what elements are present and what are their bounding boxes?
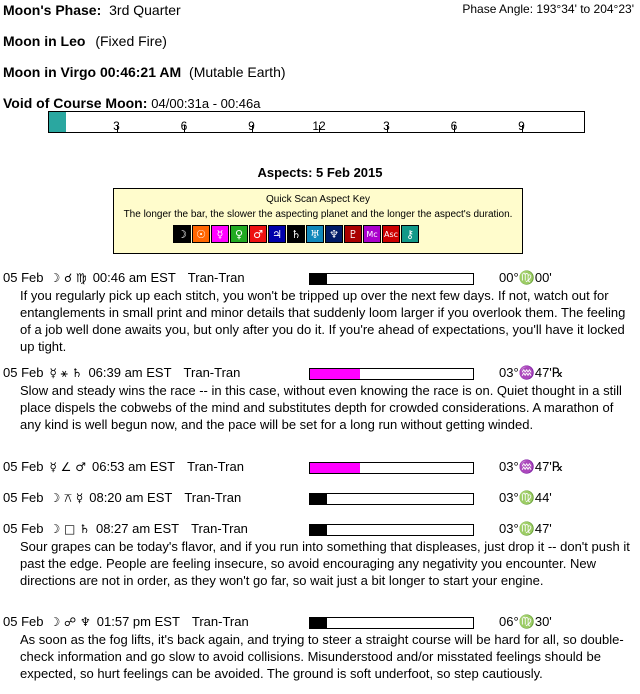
aspect-date: 05 Feb: [3, 270, 44, 285]
aspect-key-swatch: ♇: [344, 225, 362, 243]
aspect-date: 05 Feb: [3, 521, 44, 536]
aspect-duration-bar: [309, 273, 474, 285]
aspect-date: 05 Feb: [3, 490, 44, 505]
aspect-row: [3, 459, 244, 474]
aspect-position: 06°♍30': [499, 614, 552, 629]
aspect-time: 08:27 am EST: [95, 521, 180, 536]
aspect-key: [113, 188, 523, 254]
moon-phase-label: Moon's Phase:: [3, 2, 102, 18]
aspect-duration-bar: [309, 368, 474, 380]
aspect-type: Tran-Tran: [191, 614, 249, 629]
voc-tick-label: 9: [248, 119, 255, 133]
aspect-position: 03°♍47': [499, 521, 552, 536]
aspect-symbols: ☽ ☌ ♍: [49, 271, 87, 285]
aspect-key-swatch: ♂: [249, 225, 267, 243]
void-of-course: [3, 95, 260, 111]
aspect-date: 05 Feb: [3, 614, 44, 629]
aspect-key-swatches: [173, 225, 420, 243]
aspect-date: 05 Feb: [3, 365, 44, 380]
aspect-key-swatch: ⚷: [401, 225, 419, 243]
aspect-symbols: ☽ ☍ ♆: [49, 615, 91, 629]
aspect-key-swatch: ☉: [192, 225, 210, 243]
aspect-duration-fill: [310, 463, 360, 473]
voc-label: Void of Course Moon:: [3, 95, 148, 111]
aspect-key-swatch: ♃: [268, 225, 286, 243]
aspect-key-swatch: ☽: [173, 225, 191, 243]
moon-sign-2: [3, 64, 286, 80]
aspect-row: [3, 521, 248, 536]
aspect-key-swatch: ♄: [287, 225, 305, 243]
aspect-duration-bar: [309, 617, 474, 629]
aspect-type: Tran-Tran: [187, 459, 244, 474]
aspect-key-description: The longer the bar, the slower the aspecting planet and the longer the aspect's duration.: [123, 209, 513, 220]
aspect-row: [3, 490, 241, 506]
aspect-key-swatch: ☿: [211, 225, 229, 243]
aspect-time: 01:57 pm EST: [96, 614, 180, 629]
aspect-duration-fill: [310, 525, 327, 535]
aspect-type: Tran-Tran: [187, 270, 245, 285]
moon-phase: [3, 2, 181, 18]
moon-sign-2-value: (Mutable Earth): [189, 64, 286, 80]
aspect-interpretation: If you regularly pick up each stitch, you won't be tripped up over the next few days. If not, watch out for entanglements in small print and minor details that suddenly loom larger if you overlook them. The feeling of a job well done awaits you, but only after you do it. If you're ahead of expectations, you'll have it locked up tight.: [20, 288, 626, 354]
aspects-title: Aspects: 5 Feb 2015: [257, 165, 383, 180]
aspect-position: 03°♍44': [499, 490, 552, 505]
aspect-position: 03°♒47'℞: [499, 459, 564, 474]
voc-tick-label: 3: [383, 119, 390, 133]
aspect-key-swatch: Mc: [363, 225, 381, 243]
aspect-symbols: ☽ ⚻ ☿: [49, 491, 84, 505]
aspect-key-swatch: Asc: [382, 225, 400, 243]
aspect-duration-fill: [310, 369, 360, 379]
voc-tick-label: 6: [180, 119, 188, 133]
aspect-interpretation: As soon as the fog lifts, it's back again, and trying to steer a straight course will be hard for all, so double-check information and go slow to avoid collisions. Misunderstood and/or misstated feelings should be expected, so hurt feelings can be avoided. The ground is soft underfoot, so step cautiously.: [20, 632, 624, 681]
aspect-symbols: ☿ ⚹ ♄: [49, 366, 83, 380]
aspect-key-swatch: ♀: [230, 225, 248, 243]
moon-sign-1-label: Moon in Leo: [3, 33, 86, 49]
aspect-duration-fill: [310, 618, 327, 628]
moon-sign-1: [3, 33, 167, 49]
aspect-duration-bar: [309, 524, 474, 536]
aspect-type: Tran-Tran: [191, 521, 248, 536]
aspect-time: 06:53 am EST: [92, 459, 176, 474]
voc-value: 04/00:31a - 00:46a: [151, 96, 261, 111]
aspect-type: Tran-Tran: [183, 365, 241, 380]
voc-tick-label: 6: [450, 119, 458, 133]
aspect-time: 08:20 am EST: [89, 490, 173, 505]
aspect-duration-bar: [309, 462, 474, 474]
voc-fill: [49, 112, 66, 132]
aspect-duration-fill: [310, 274, 327, 284]
aspect-row: [3, 614, 249, 629]
aspect-symbols: ☽ □ ♄: [49, 522, 90, 536]
aspect-type: Tran-Tran: [184, 490, 242, 505]
aspect-duration-fill: [310, 494, 327, 504]
aspect-position: 00°♍00': [499, 270, 552, 285]
aspect-interpretation: Slow and steady wins the race -- in this case, without even knowing the race is on. Quiet thought in a still place dispels the cobwebs of the mind and substitutes depth for crowded considerations. A marathon of any kind is well begun now, and the pace will be set for a long run without getting winded.: [20, 383, 622, 432]
aspect-position: 03°♒47'℞: [499, 365, 564, 380]
aspect-duration-bar: [309, 493, 474, 505]
voc-tick-label: 3: [113, 119, 120, 133]
aspect-time: 00:46 am EST: [92, 270, 176, 285]
aspect-key-swatch: ♆: [325, 225, 343, 243]
voc-tick-label: 9: [518, 119, 525, 133]
moon-sign-1-value: (Fixed Fire): [95, 33, 167, 49]
aspect-key-swatch: ♅: [306, 225, 324, 243]
void-of-course-timeline: [48, 111, 585, 133]
aspect-symbols: ☿ ∠ ♂: [49, 460, 86, 474]
voc-tick-label: 12: [312, 119, 326, 133]
aspect-row: [3, 365, 240, 381]
aspect-key-title: Quick Scan Aspect Key: [266, 194, 370, 205]
aspect-time: 06:39 am EST: [88, 365, 172, 380]
phase-angle: Phase Angle: 193°34' to 204°23': [462, 2, 634, 16]
aspect-interpretation: Sour grapes can be today's flavor, and if you run into something that displeases, just drop it -- don't push it past the edge. People are feeling insecure, so avoid encouraging any negativity you encounter. New directions are not in order, as they won't go far, so wait just a bit longer to start your engine.: [20, 539, 630, 588]
aspect-date: 05 Feb: [3, 459, 44, 474]
moon-phase-value: 3rd Quarter: [109, 2, 181, 18]
moon-sign-2-label: Moon in Virgo 00:46:21 AM: [3, 64, 182, 80]
aspect-row: [3, 270, 245, 285]
